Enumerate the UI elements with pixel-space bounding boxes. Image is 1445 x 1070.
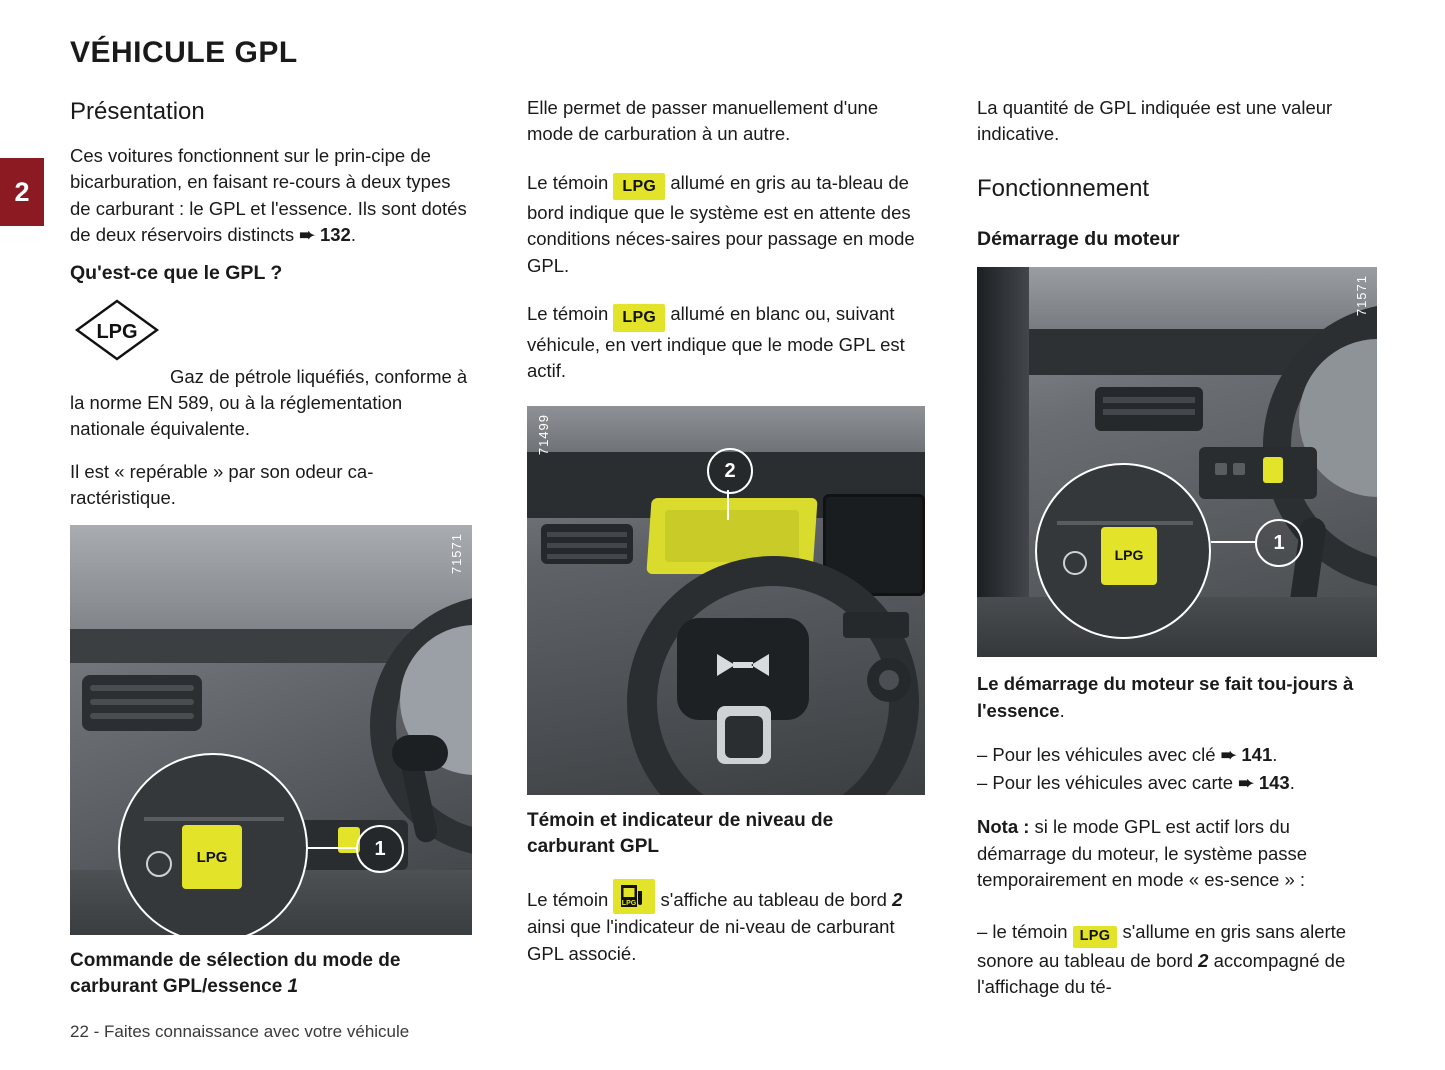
arrow-icon: ➨ [1220,743,1237,765]
photo-fuel-mode-selector [70,525,472,935]
start-bold-end: . [1059,699,1065,721]
last-mid: s'allume en gris sans alerte sonore au tableau de bord [977,921,1347,972]
bullet-key-end: . [1272,743,1278,765]
photo-caption-1 [70,948,472,999]
paragraph-intro [70,143,472,248]
nota-text: si le mode GPL est actif lors du démarrage du moteur, le système passe temporairement en mode « es-sence » : [977,816,1308,890]
gauge-post: ainsi que l'indicateur de ni-veau de carburant GPL associé. [527,916,895,964]
paragraph-definition [70,364,472,443]
photo-reference-code: 71571 [1353,275,1369,317]
column-1 [70,95,472,999]
lpg-chip-icon: LPG [613,304,665,332]
zoom-circle: LPG [118,753,308,935]
photo-reference-code: 71499 [536,414,551,456]
lpg-chip-icon: LPG [1073,926,1118,948]
nota-label: Nota : [977,816,1030,838]
callout-leader-line [727,490,729,520]
intro-end: . [350,223,356,245]
lpg-diamond-wrap [70,298,472,343]
caption-index: 1 [287,975,299,997]
bullet-card-text: – Pour les véhicules avec carte [977,772,1239,794]
arrow-icon: ➨ [1238,772,1254,794]
last-index: 2 [1198,950,1209,972]
section-heading-fonctionnement: Fonctionnement [977,174,1150,202]
page-footer: 22 - Faites connaissance avec votre véhicule [70,1022,410,1041]
bullet-key-text: – Pour les véhicules avec clé [977,743,1221,765]
dacia-logo-icon [713,650,773,680]
photo-caption-2: Témoin et indicateur de niveau de carburant GPL [527,810,834,857]
photo-engine-start-console [977,267,1377,657]
gauge-index: 2 [892,889,903,911]
definition-text: Gaz de pétrole liquéfiés, conforme à la norme EN 589, ou à la réglementation nationale équivalente. [70,365,468,440]
page-title: VÉHICULE GPL [70,36,298,69]
column-3 [977,95,1377,1017]
paragraph-gauge [527,879,925,967]
grey-indicator-pre: Le témoin [527,171,614,193]
page-ref-141: 141 [1241,743,1273,765]
white-indicator-pre: Le témoin [527,302,614,324]
lpg-diamond-icon [74,298,160,362]
bullet-card-end: . [1289,772,1295,794]
page-ref-132: 132 [319,223,351,245]
gauge-mid: s'affiche au tableau de bord [655,889,893,911]
bullet-key-vehicles [977,742,1377,768]
paragraph-odour: Il est « repérable » par son odeur ca-ractéristique. [70,460,374,508]
sub-heading-demarrage: Démarrage du moteur [977,227,1180,250]
intro-text: Ces voitures fonctionnent sur le prin-cipe de bicarburation, en faisant re-cours à deux types de carburant : le GPL et l'essence. Ils sont dotés de deux réservoirs distincts [70,145,467,245]
page-ref-143: 143 [1258,772,1290,794]
arrow-icon: ➨ [299,223,315,245]
callout-number-1: 1 [1255,519,1303,567]
paragraph-quantity: La quantité de GPL indiquée est une valeur indicative. [977,97,1333,145]
paragraph-nota [977,814,1377,893]
lpg-gauge-icon [613,879,655,914]
white-indicator-post: allumé en blanc ou, suivant véhicule, en vert indique que le mode GPL est actif. [527,302,905,381]
callout-number-2: 2 [707,448,753,494]
question-heading: Qu'est-ce que le GPL ? [70,262,283,285]
column-2 [527,95,925,983]
paragraph-start-bold [977,671,1377,724]
svg-text:LPG: LPG [622,900,637,908]
paragraph-manual-switch: Elle permet de passer manuellement d'une mode de carburation à un autre. [527,97,879,145]
section-heading-presentation: Présentation [70,98,205,125]
paragraph-grey-indicator [527,170,925,279]
paragraph-white-indicator [527,301,925,384]
photo-instrument-cluster [527,406,925,795]
photo-reference-code: 71571 [448,533,464,575]
caption-text: Commande de sélection du mode de carburant GPL/essence [70,950,401,997]
svg-text:LPG: LPG [96,320,138,343]
gauge-pre: Le témoin [527,889,614,911]
last-pre: – le témoin [977,921,1073,943]
bullet-card-vehicles [977,770,1377,796]
last-post: accompagné de l'affichage du té- [977,950,1346,998]
chapter-tab: 2 [0,158,44,226]
start-bold-text: Le démarrage du moteur se fait tou-jours à l'essence [977,673,1354,721]
callout-number-1: 1 [356,825,404,873]
zoom-circle: LPG [1035,463,1211,639]
paragraph-last [977,919,1377,1000]
lpg-chip-icon: LPG [613,173,665,201]
callout-leader-line [1211,541,1255,543]
grey-indicator-post: allumé en gris au ta-bleau de bord indique que le système est en attente des conditions néces-saires pour passage en mode GPL. [527,171,915,276]
callout-leader-line [308,847,356,849]
